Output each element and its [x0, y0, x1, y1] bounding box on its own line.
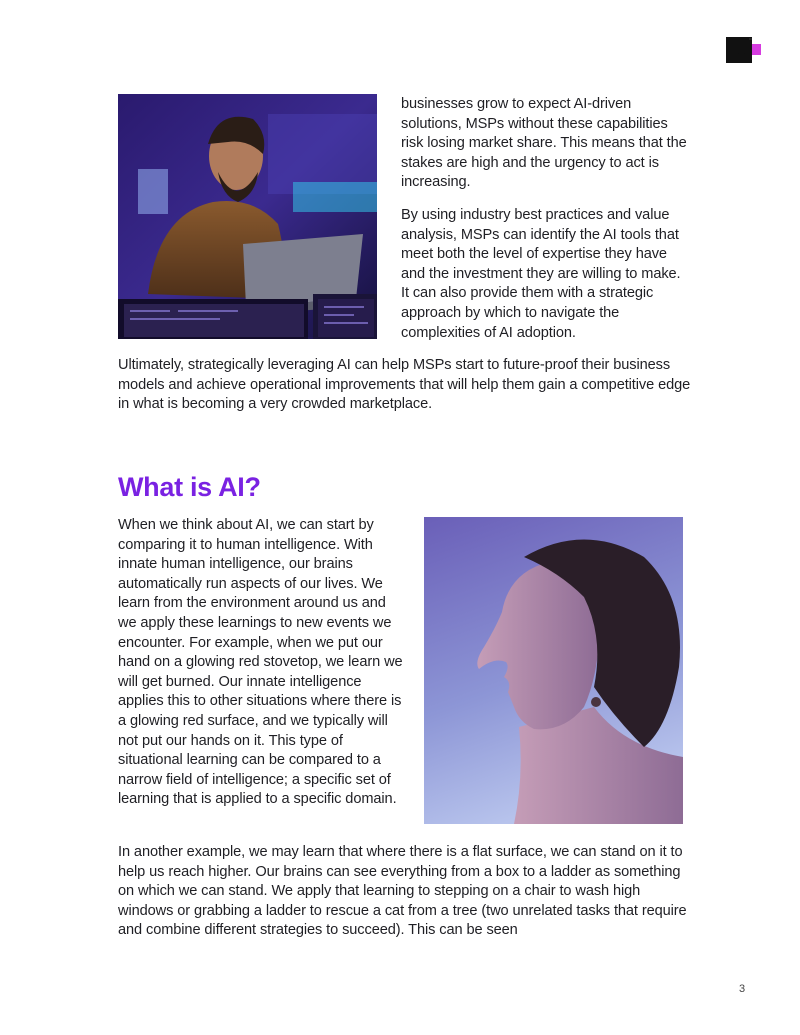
woman-profile-photo — [424, 517, 683, 824]
body-paragraph: Ultimately, strategically leveraging AI can help MSPs start to future-proof their business models and achieve operational improvements that will help them gain a competitive edge in what is becoming a very crowded marketplace. — [118, 357, 691, 413]
n-able-logo-icon — [726, 37, 762, 65]
page-number: 3 — [738, 983, 746, 995]
body-paragraph: When we think about AI, we can start by comparing it to human intelligence. With innate human intelligence, our brains automatically run aspects of our lives. We learn from the environment around us and we apply these learnings to new events we encounter. For example, when we put our hand on a glowing red stovetop, we learn we will get burned. Our innate intelligence applies this to other situations where there is a glowing red surface, and we typically will not put our hands on it. This type of situational learning can be compared to a narrow field of intelligence; a specific set of learning that is applied to a specific domain. — [118, 517, 403, 808]
section-heading: What is AI? — [118, 472, 261, 502]
body-paragraph: businesses grow to expect AI-driven solutions, MSPs without these capabilities risk losing market share. This means that the stakes are high and the urgency to act is increasing. — [401, 96, 687, 191]
man-with-laptop-photo — [118, 94, 377, 339]
body-paragraph: In another example, we may learn that where there is a flat surface, we can stand on it to help us reach higher. Our brains can see everything from a box to a ladder as something on which we can stand. We apply that learning to stepping on a chair to wash high windows or grabbing a ladder to rescue a cat from a tree (two unrelated tasks that require and combine different strategies to succeed). This can be seen — [118, 844, 687, 939]
body-paragraph: By using industry best practices and value analysis, MSPs can identify the AI tools that meet both the level of expertise they have and the investment they are willing to make. It can also provide them with a strategic approach by which to navigate the complexities of AI adoption. — [401, 207, 681, 341]
